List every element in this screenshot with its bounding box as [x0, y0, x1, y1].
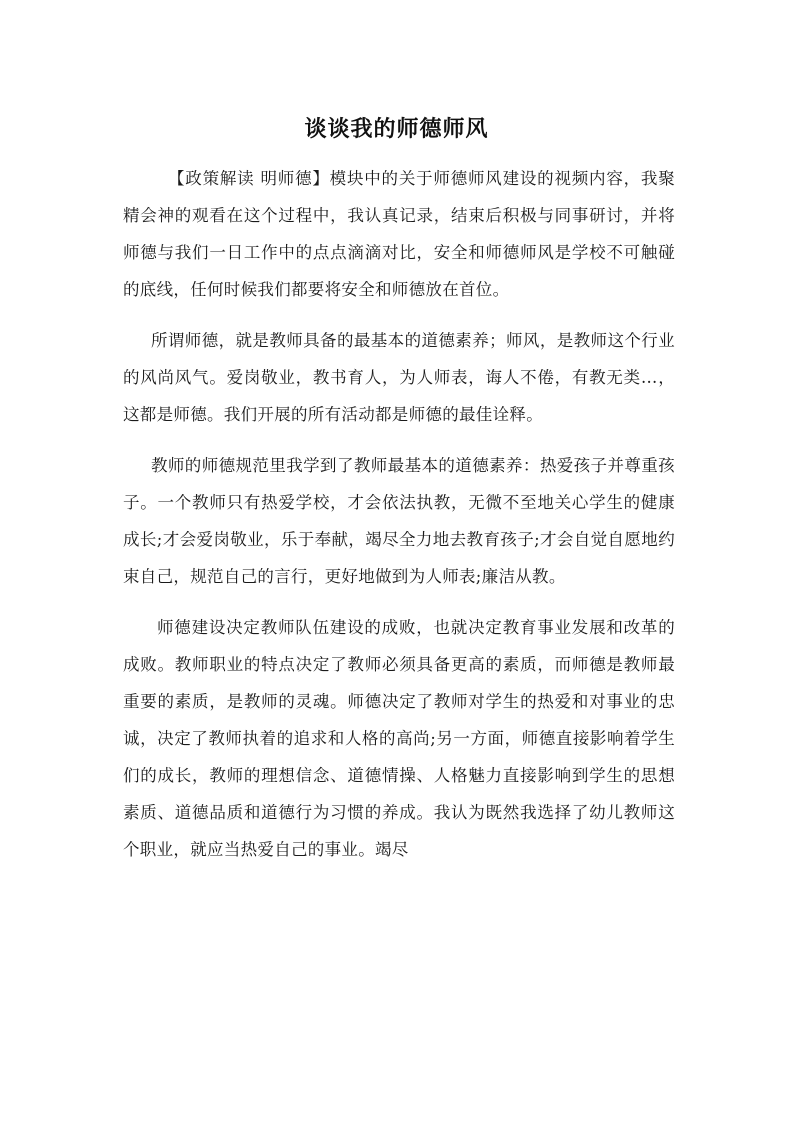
document-title: 谈谈我的师德师风 — [304, 117, 489, 142]
document-body — [123, 160, 675, 882]
paragraph: 师德建设决定教师队伍建设的成败，也就决定教育事业发展和改革的成败。教师职业的特点决定了教师必须具备更高的素质，而师德是教师最重要的素质，是教师的灵魂。师德决定了教师对学生的热爱和对事业的忠诚，决定了教师执着的追求和人格的高尚;另一方面，师德直接影响着学生们的成长，教师的理想信念、道德情操、人格魅力直接影响到学生的思想素质、道德品质和道德行为习惯的养成。我认为既然我选择了幼儿教师这个职业，就应当热爱自己的事业。竭尽 — [123, 618, 675, 859]
paragraph: 【政策解读 明师德】模块中的关于师德师风建设的视频内容，我聚精会神的观看在这个过程中，我认真记录，结束后积极与同事研讨，并将师德与我们一日工作中的点点滴滴对比，安全和师德师风是学校不可触碰的底线，任何时候我们都要将安全和师德放在首位。 — [123, 169, 675, 299]
paragraph: 教师的师德规范里我学到了教师最基本的道德素养：热爱孩子并尊重孩子。一个教师只有热爱学校，才会依法执教，无微不至地关心学生的健康成长;才会爱岗敬业，乐于奉献，竭尽全力地去教育孩子;才会自觉自愿地约束自己，规范自己的言行，更好地做到为人师表;廉洁从教。 — [123, 456, 675, 586]
paragraph: 所谓师德，就是教师具备的最基本的道德素养；师风，是教师这个行业的风尚风气。爱岗敬业，教书育人，为人师表，诲人不倦，有教无类…，这都是师德。我们开展的所有活动都是师德的最佳诠释。 — [123, 331, 675, 424]
